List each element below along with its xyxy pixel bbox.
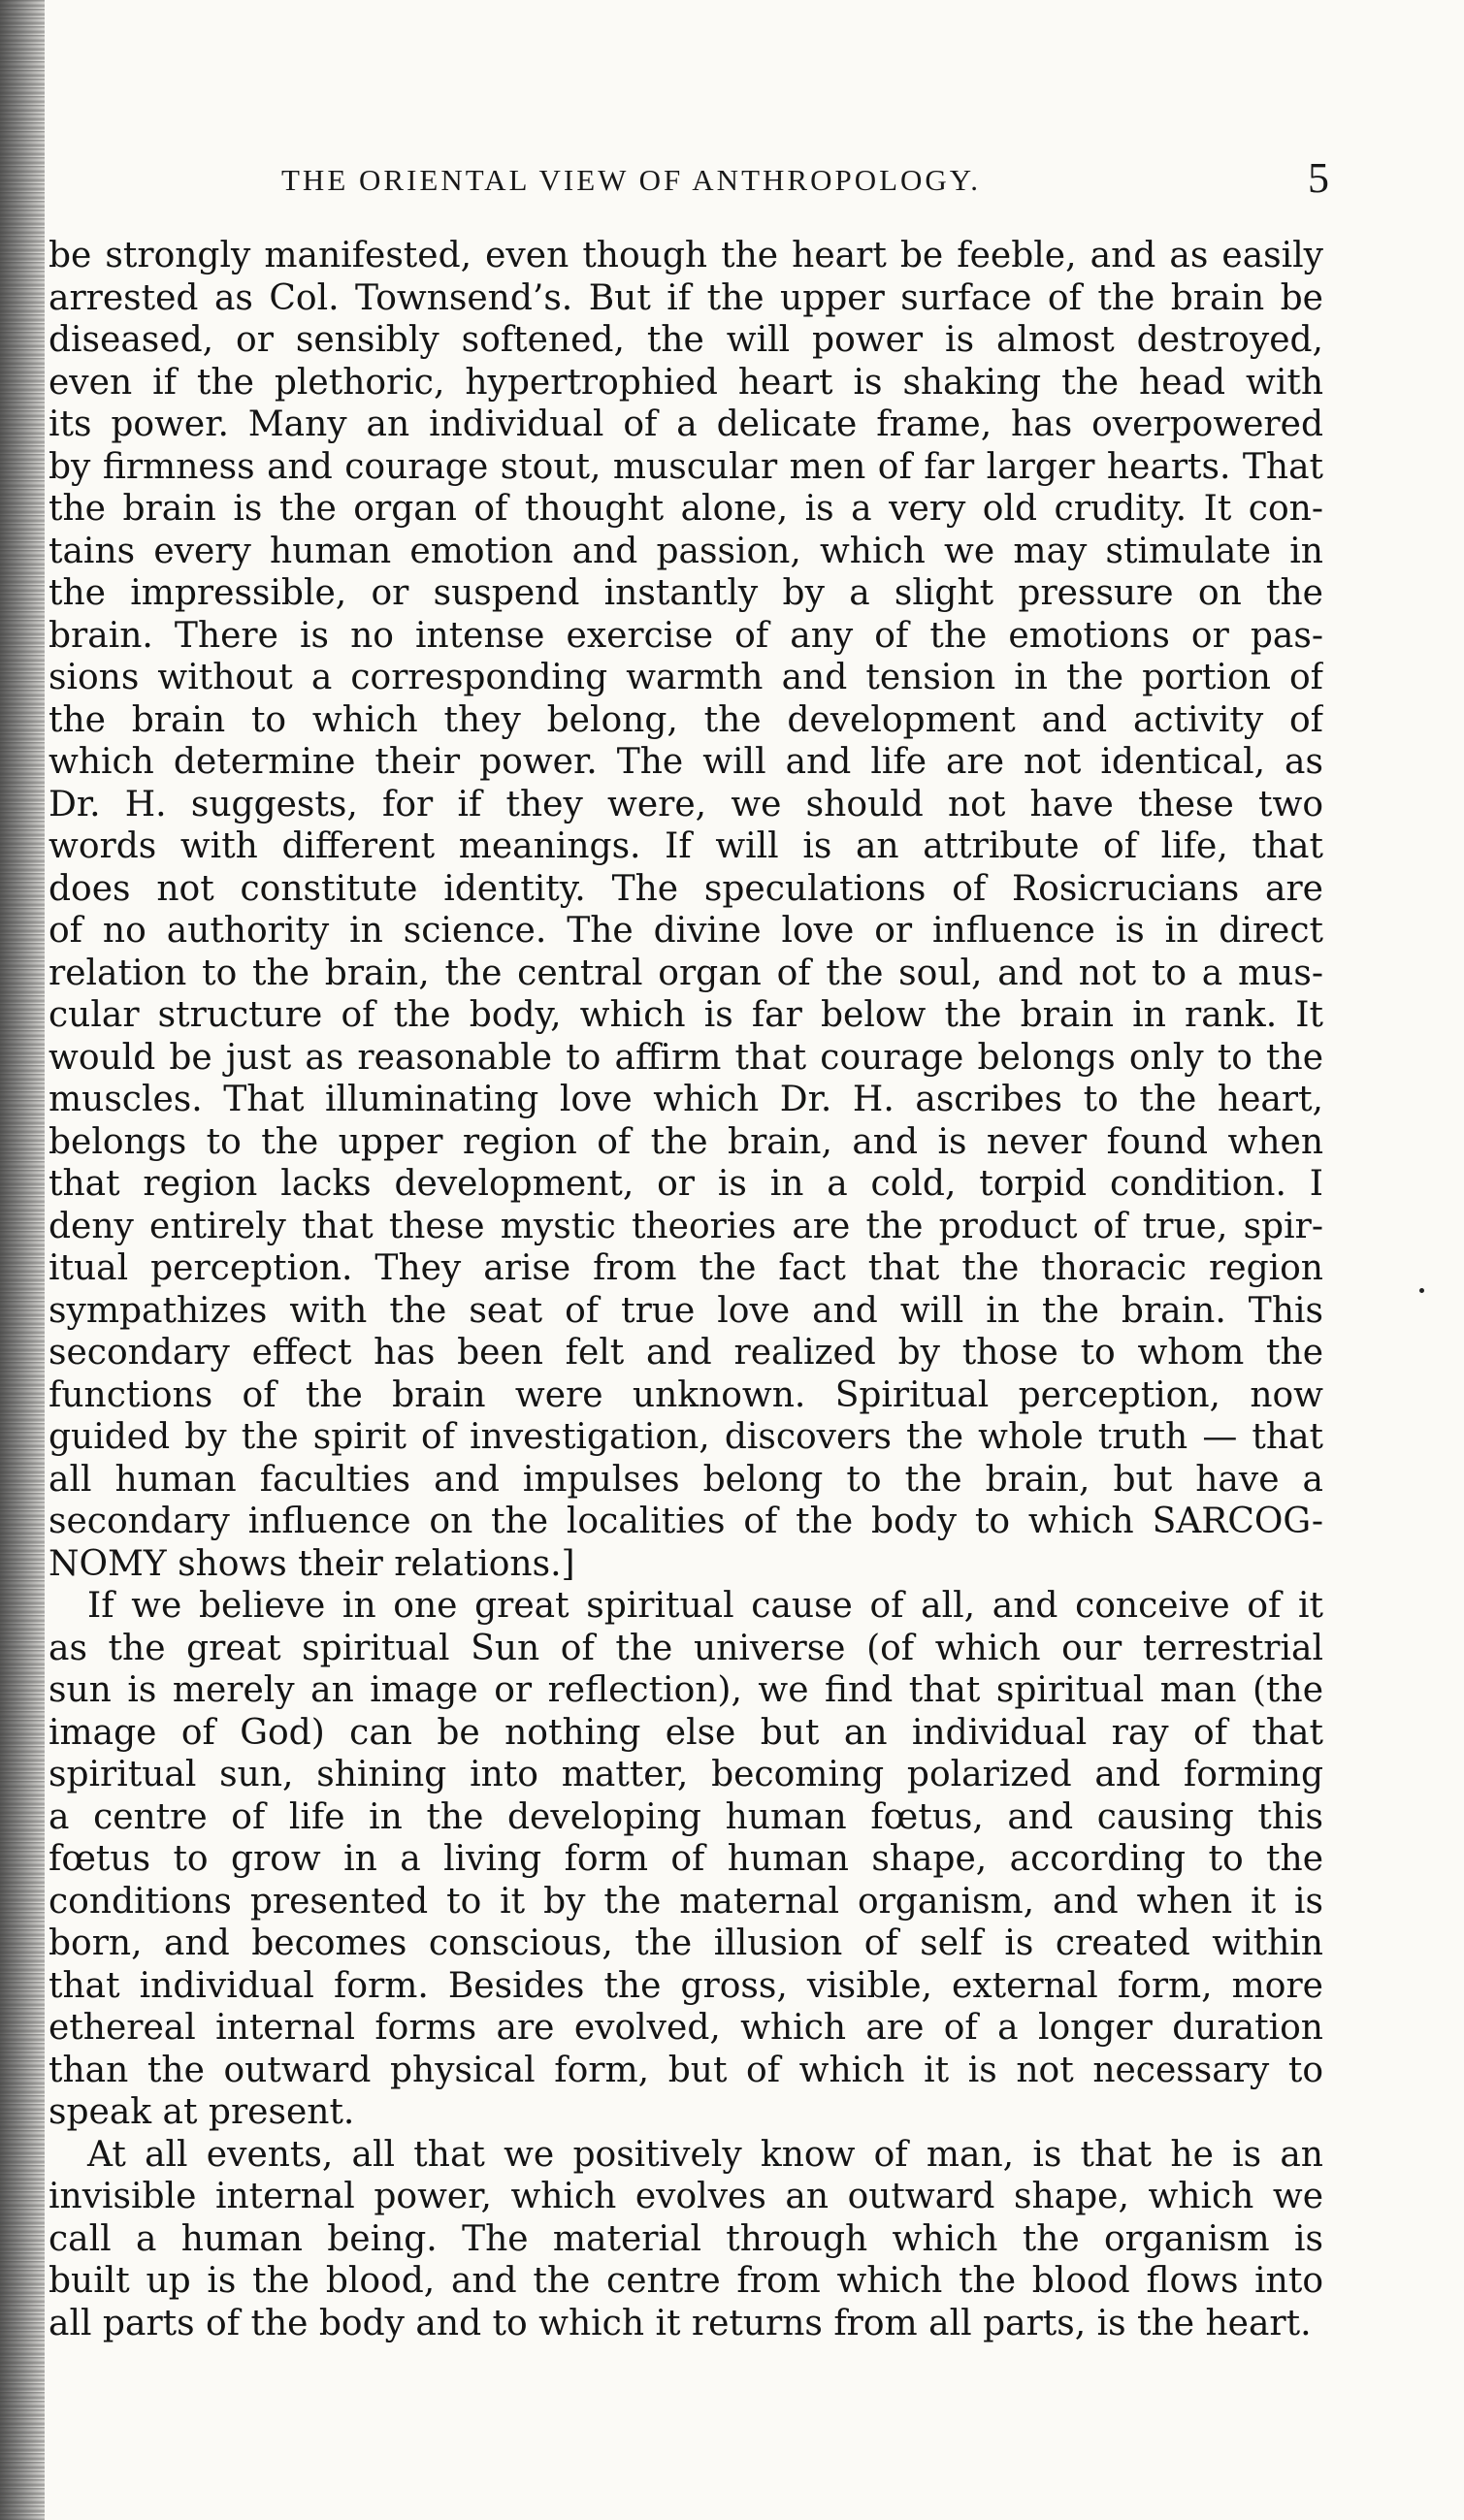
text-line: relation to the brain, the central organ of the soul, and not to a mus- bbox=[49, 953, 1323, 993]
paragraph bbox=[49, 2134, 1323, 2345]
text-line: spiritual sun, shining into matter, becoming polarized and forming bbox=[49, 1755, 1323, 1794]
page-header bbox=[281, 153, 1329, 202]
paragraph bbox=[49, 1585, 1323, 2134]
text-line: If we believe in one great spiritual cause of all, and conceive of it bbox=[87, 1586, 1323, 1626]
text-line: even if the plethoric, hypertrophied heart is shaking the head with bbox=[49, 362, 1323, 403]
text-line: the brain is the organ of thought alone, is a very old crudity. It con- bbox=[49, 489, 1323, 529]
text-line: fœtus to grow in a living form of human shape, according to the bbox=[49, 1839, 1323, 1879]
text-line: of no authority in science. The divine love or influence is in direct bbox=[49, 911, 1323, 951]
text-line: sun is merely an image or reflection), we find that spiritual man (the bbox=[49, 1670, 1323, 1710]
text-line: secondary influence on the localities of the body to which SARCOG- bbox=[49, 1502, 1323, 1541]
page-binding-edge bbox=[0, 0, 45, 2520]
text-line: muscles. That illuminating love which Dr. H. ascribes to the heart, bbox=[49, 1080, 1323, 1119]
text-line: itual perception. They arise from the fact that the thoracic region bbox=[49, 1248, 1323, 1288]
text-line: the brain to which they belong, the development and activity of bbox=[49, 699, 1323, 740]
text-line: image of God) can be nothing else but an individual ray of that bbox=[49, 1712, 1323, 1753]
text-line: functions of the brain were unknown. Spiritual perception, now bbox=[49, 1374, 1323, 1415]
text-line: does not constitute identity. The speculations of Rosicrucians are bbox=[49, 868, 1323, 909]
text-line: speak at present. bbox=[49, 2092, 355, 2132]
text-line: sions without a corresponding warmth and tension in the portion of bbox=[49, 658, 1323, 697]
text-line: conditions presented to it by the maternal organism, and when it is bbox=[49, 1881, 1323, 1922]
text-line: that region lacks development, or is in a cold, torpid condition. I bbox=[49, 1164, 1323, 1204]
running-title: THE ORIENTAL VIEW OF ANTHROPOLOGY. bbox=[281, 163, 981, 197]
text-line: NOMY shows their relations.] bbox=[49, 1543, 575, 1584]
text-line: as the great spiritual Sun of the universe (of which our terrestrial bbox=[49, 1628, 1323, 1668]
body-text bbox=[49, 235, 1323, 2344]
text-line: sympathizes with the seat of true love and will in the brain. This bbox=[49, 1290, 1323, 1331]
text-line: its power. Many an individual of a delicate frame, has overpowered bbox=[49, 404, 1323, 444]
text-line: be strongly manifested, even though the heart be feeble, and as easily bbox=[49, 236, 1323, 275]
text-line: deny entirely that these mystic theories are the product of true, spir- bbox=[49, 1206, 1323, 1246]
text-line: the impressible, or suspend instantly by a slight pressure on the bbox=[49, 573, 1323, 613]
text-line: would be just as reasonable to affirm that courage belongs only to the bbox=[49, 1037, 1323, 1078]
text-line: guided by the spirit of investigation, discovers the whole truth — that bbox=[49, 1417, 1323, 1457]
paragraph bbox=[49, 235, 1323, 1585]
text-line: born, and becomes conscious, the illusion of self is created within bbox=[49, 1923, 1323, 1963]
text-line: At all events, all that we positively know of man, is that he is an bbox=[87, 2134, 1323, 2175]
text-line: secondary effect has been felt and realized by those to whom the bbox=[49, 1333, 1323, 1373]
text-line: than the outward physical form, but of which it is not necessary to bbox=[49, 2050, 1323, 2090]
text-line: cular structure of the body, which is far below the brain in rank. It bbox=[49, 995, 1323, 1035]
stray-ink-mark bbox=[1419, 1288, 1424, 1293]
text-line: all human faculties and impulses belong to the brain, but have a bbox=[49, 1459, 1323, 1500]
text-line: ethereal internal forms are evolved, which are of a longer duration bbox=[49, 2008, 1323, 2048]
text-line: diseased, or sensibly softened, the will power is almost destroyed, bbox=[49, 320, 1323, 360]
text-line: all parts of the body and to which it returns from all parts, is the heart. bbox=[49, 2303, 1312, 2343]
text-line: built up is the blood, and the centre from which the blood flows into bbox=[49, 2261, 1323, 2301]
text-line: tains every human emotion and passion, which we may stimulate in bbox=[49, 531, 1323, 571]
text-line: call a human being. The material through which the organism is bbox=[49, 2218, 1323, 2259]
text-line: arrested as Col. Townsend’s. But if the upper surface of the brain be bbox=[49, 277, 1323, 318]
text-line: invisible internal power, which evolves an outward shape, which we bbox=[49, 2177, 1323, 2216]
text-line: by firmness and courage stout, muscular men of far larger hearts. That bbox=[49, 446, 1323, 487]
page-number: 5 bbox=[1308, 154, 1329, 202]
text-line: words with different meanings. If will is an attribute of life, that bbox=[49, 826, 1323, 866]
text-line: belongs to the upper region of the brain, and is never found when bbox=[49, 1121, 1323, 1162]
text-line: brain. There is no intense exercise of any of the emotions or pas- bbox=[49, 615, 1323, 656]
text-line: a centre of life in the developing human fœtus, and causing this bbox=[49, 1796, 1323, 1837]
text-line: Dr. H. suggests, for if they were, we should not have these two bbox=[49, 784, 1323, 824]
text-line: which determine their power. The will and life are not identical, as bbox=[49, 742, 1323, 782]
text-line: that individual form. Besides the gross, visible, external form, more bbox=[49, 1965, 1323, 2006]
